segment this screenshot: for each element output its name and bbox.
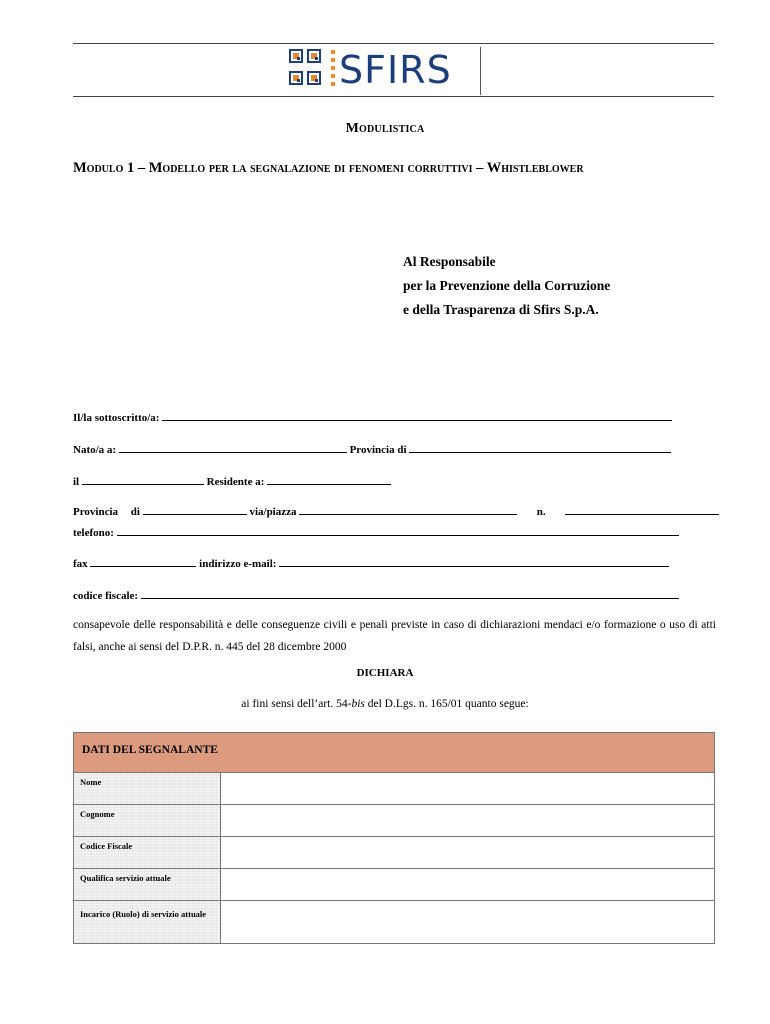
residente-label: Residente a:	[206, 476, 265, 488]
incarico-input-cell[interactable]	[221, 901, 715, 944]
reporter-data-table	[73, 732, 715, 944]
legal-reference	[0, 698, 770, 710]
header-top-rule	[73, 43, 714, 44]
field-row-sottoscritto	[73, 410, 672, 424]
provincia2-field[interactable]	[143, 504, 247, 515]
field-row-nato	[73, 442, 671, 456]
telefono-label: telefono:	[73, 527, 114, 539]
row-label-incarico: Incarico (Ruolo) di servizio attuale	[74, 901, 221, 944]
addressee-line-3: e della Trasparenza di Sfirs S.p.A.	[403, 302, 599, 317]
date-field[interactable]	[82, 474, 204, 485]
numero-label: n.	[536, 506, 546, 518]
row-label-codice-fiscale: Codice Fiscale	[74, 837, 221, 869]
table-header: DATI DEL SEGNALANTE	[74, 733, 715, 773]
legal-reference-text-1: ai fini sensi dell’art. 54-	[241, 698, 352, 710]
email-field[interactable]	[279, 556, 669, 567]
qualifica-input-cell[interactable]	[221, 869, 715, 901]
nome-input-cell[interactable]	[221, 773, 715, 805]
field-row-indirizzo	[73, 504, 719, 518]
section-heading: Modulistica	[345, 121, 425, 136]
nato-field[interactable]	[119, 442, 347, 453]
il-label: il	[73, 476, 80, 488]
logo-wordmark: SFIRS	[339, 48, 452, 92]
via-label: via/piazza	[249, 506, 297, 518]
cognome-input-cell[interactable]	[221, 805, 715, 837]
residente-field[interactable]	[267, 474, 391, 485]
nato-label: Nato/a a:	[73, 444, 117, 456]
field-row-codice-fiscale	[73, 588, 679, 602]
field-row-telefono	[73, 525, 679, 539]
numero-field[interactable]	[565, 504, 719, 515]
sottoscritto-field[interactable]	[162, 410, 672, 421]
codice-fiscale-label: codice fiscale:	[73, 590, 139, 602]
table-row	[74, 805, 715, 837]
addressee-line-1: Al Responsabile	[403, 254, 496, 269]
module-title: Modulo 1 – Modello per la segnalazione di fenomeni corruttivi – Whistleblower	[73, 160, 584, 176]
row-label-qualifica: Qualifica servizio attuale	[74, 869, 221, 901]
declaration-paragraph: consapevole delle responsabilità e delle conseguenze civili e penali previste in caso di dichiarazioni mendaci e/o formazione o uso di atti falsi, anche ai sensi del D.P.R. n. 445 del 28 dicembre 2000	[73, 619, 716, 653]
table-row	[74, 837, 715, 869]
field-row-fax	[73, 556, 669, 570]
addressee-line-2: per la Prevenzione della Corruzione	[403, 278, 611, 293]
provincia-label: Provincia di	[349, 444, 407, 456]
via-field[interactable]	[299, 504, 517, 515]
row-label-cognome: Cognome	[74, 805, 221, 837]
codice-fiscale-input-cell[interactable]	[221, 837, 715, 869]
logo-squares-icon	[289, 47, 329, 91]
telefono-field[interactable]	[117, 525, 679, 536]
email-label: indirizzo e-mail:	[199, 558, 277, 570]
sfirs-logo	[289, 47, 481, 95]
sottoscritto-label: Il/la sottoscritto/a:	[73, 412, 160, 424]
dichiara-heading: DICHIARA	[356, 667, 414, 679]
fax-field[interactable]	[90, 556, 196, 567]
table-row	[74, 869, 715, 901]
logo-dots-icon	[331, 50, 335, 90]
table-row	[74, 901, 715, 944]
logo-divider	[480, 47, 481, 95]
fax-label: fax	[73, 558, 88, 570]
legal-reference-text-2: del D.Lgs. n. 165/01 quanto segue:	[364, 698, 529, 710]
field-row-il	[73, 474, 391, 488]
table-row	[74, 773, 715, 805]
row-label-nome: Nome	[74, 773, 221, 805]
provincia2-label: Provincia di	[73, 506, 140, 518]
header-bottom-rule	[73, 96, 714, 97]
provincia-field[interactable]	[409, 442, 671, 453]
addressee-block	[403, 250, 610, 322]
legal-reference-italic: bis	[351, 698, 365, 710]
codice-fiscale-field[interactable]	[141, 588, 679, 599]
